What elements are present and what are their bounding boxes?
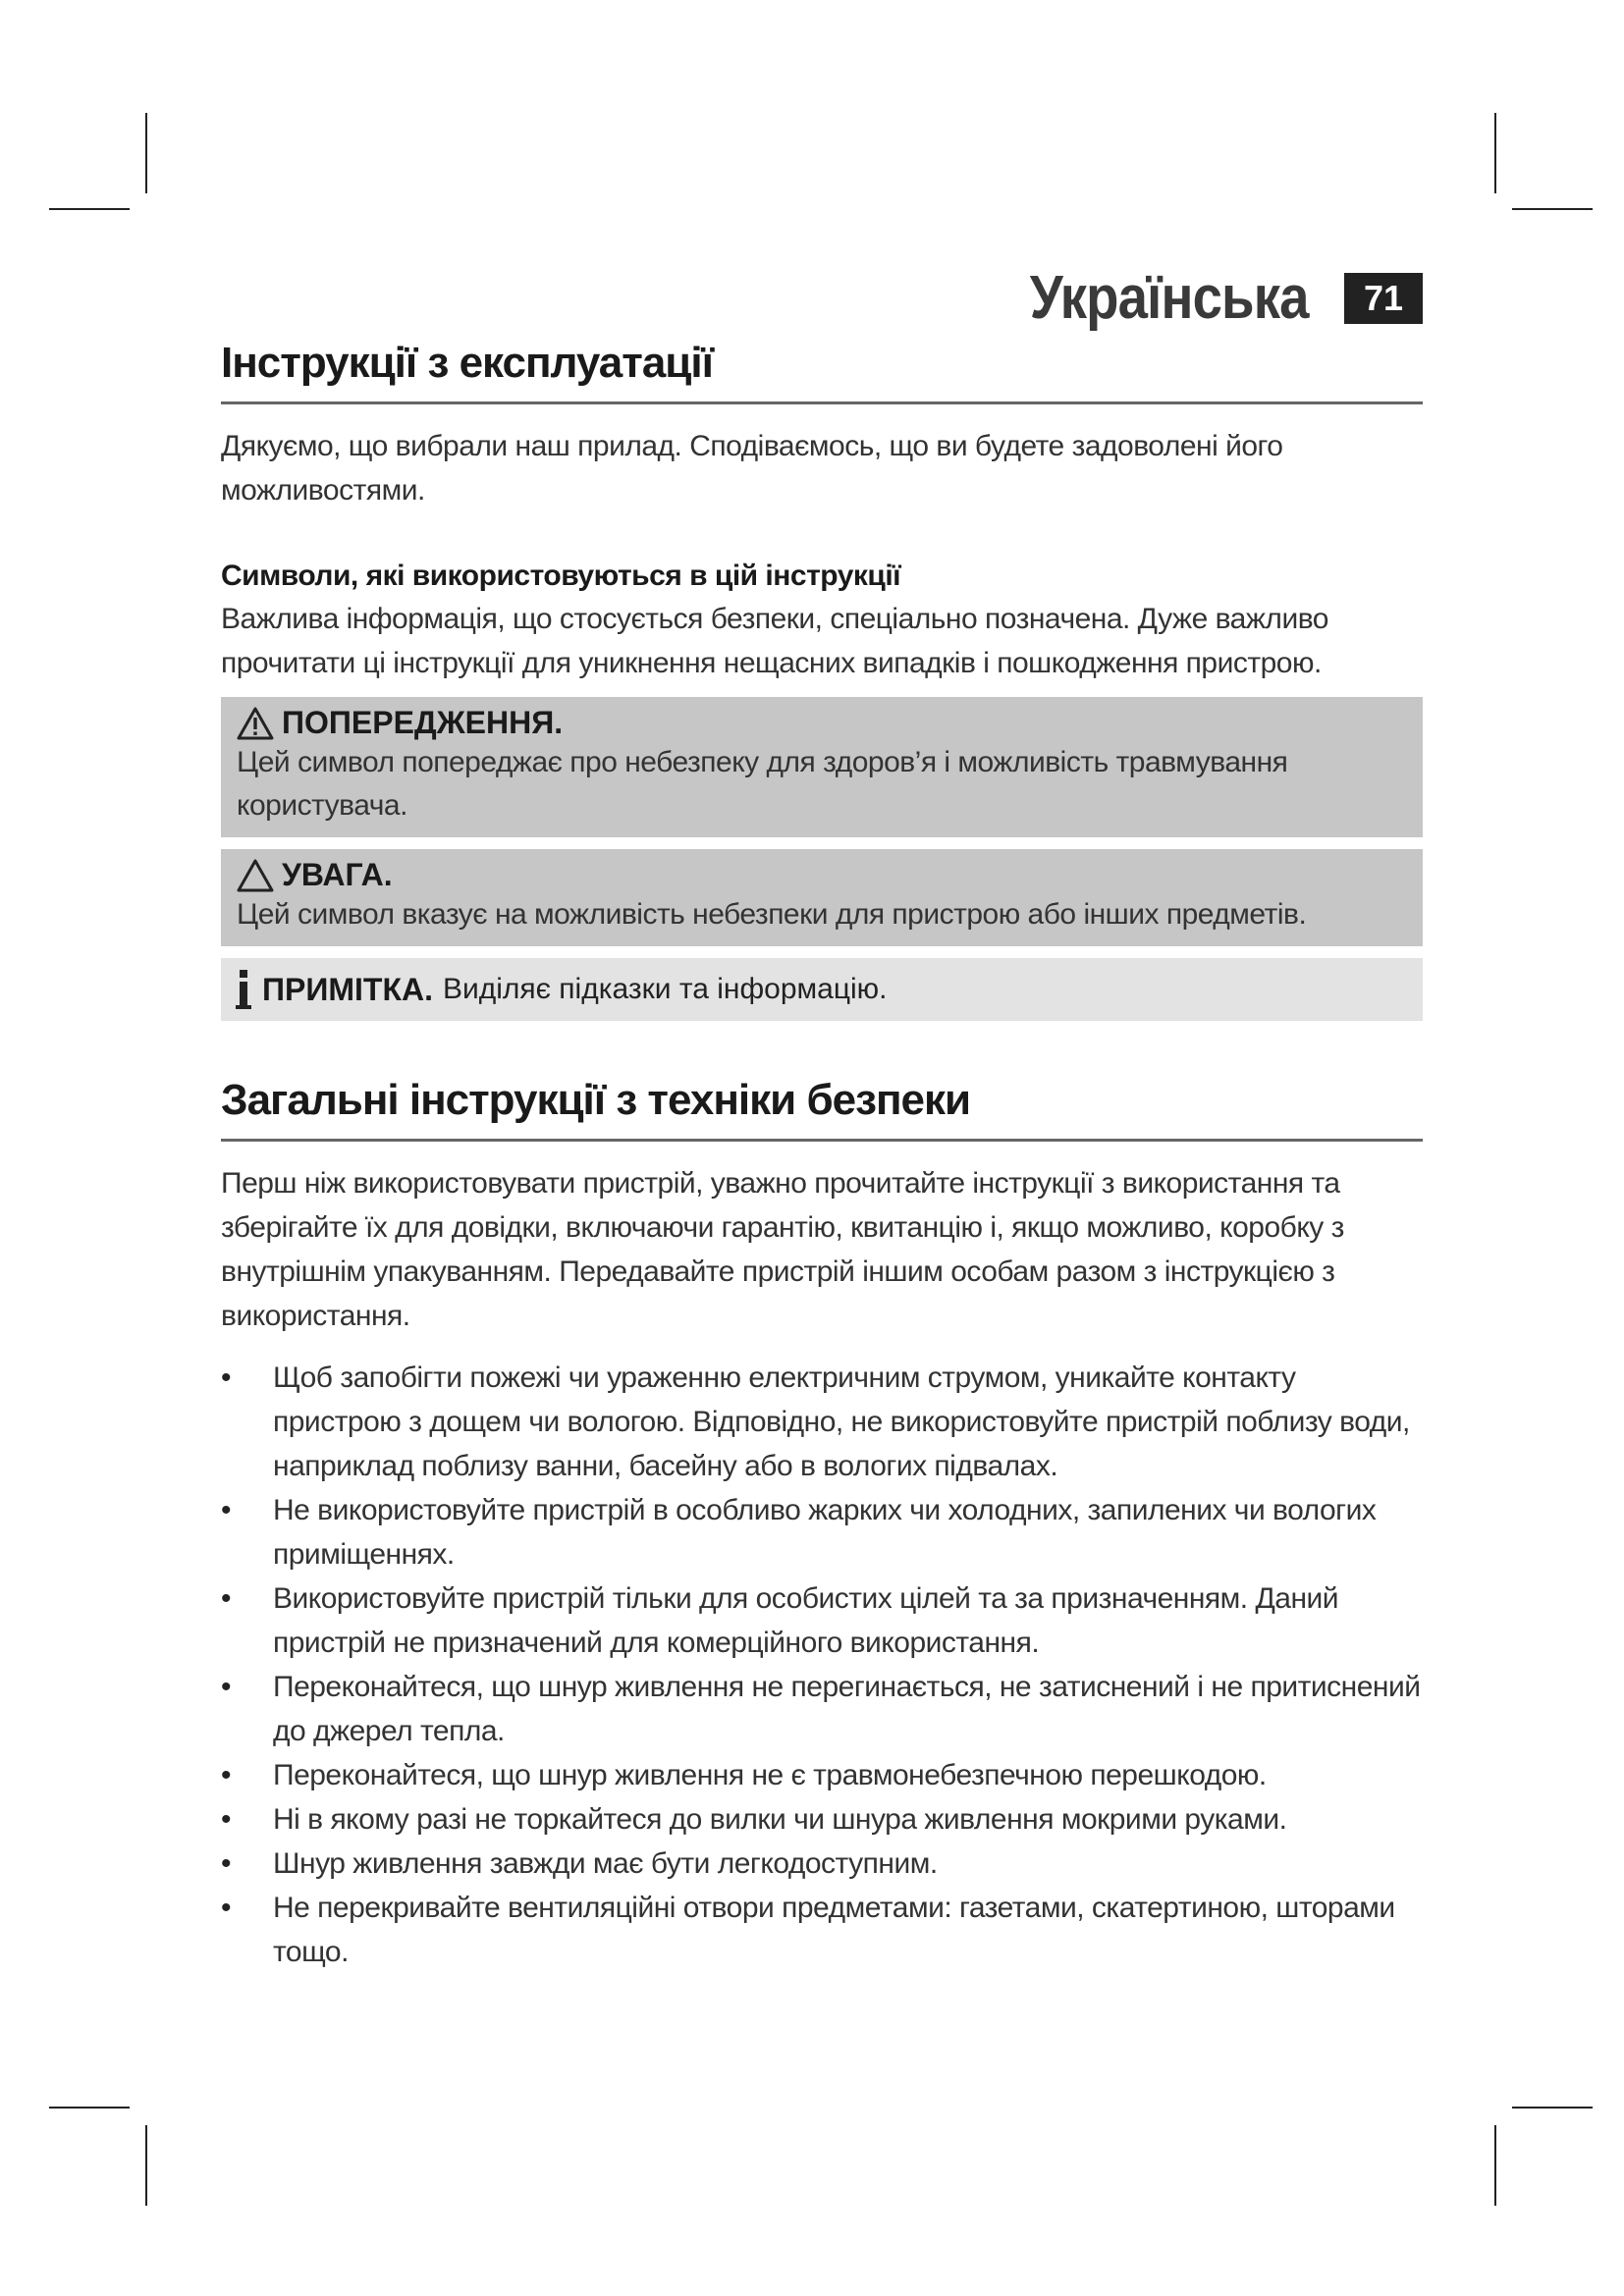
safety-bullet-text: Переконайтеся, що шнур живлення не є травмонебезпечною перешкодою. — [273, 1759, 1267, 1791]
crop-mark — [145, 113, 147, 193]
crop-mark — [49, 2107, 130, 2109]
crop-mark — [1512, 2107, 1593, 2109]
safety-section — [221, 1076, 1423, 1974]
crop-mark — [49, 208, 130, 210]
safety-bullet-list — [221, 1356, 1423, 1974]
safety-bullet — [221, 1886, 1423, 1974]
crop-mark — [1512, 208, 1593, 210]
warning-label: ПОПЕРЕДЖЕННЯ. — [282, 705, 564, 740]
bullet-marker: • — [221, 1494, 232, 1526]
page-header — [992, 263, 1423, 333]
safety-bullet-text: Шнур живлення завжди має бути легкодоступним. — [273, 1847, 938, 1880]
bullet-marker: • — [221, 1803, 232, 1836]
crop-mark — [1494, 113, 1496, 193]
safety-bullet-text: Використовуйте пристрій тільки для особистих цілей та за призначенням. Даний пристрій не призначений для комерційного використання. — [273, 1582, 1339, 1659]
bullet-marker: • — [221, 1847, 232, 1880]
caution-header — [237, 857, 1409, 893]
warning-triangle-icon — [237, 707, 274, 740]
bullet-marker: • — [221, 1362, 232, 1394]
symbols-paragraph: Важлива інформація, що стосується безпеки, спеціально позначена. Дуже важливо прочитати ці інструкції для уникнення нещасних випадків і пошкодження пристрою. — [221, 603, 1328, 679]
crop-mark — [145, 2125, 147, 2206]
info-icon — [235, 968, 252, 1011]
intro-paragraph: Дякуємо, що вибрали наш прилад. Сподіваємось, що ви будете задоволені його можливостями. — [221, 430, 1283, 507]
note-label: ПРИМІТКА. — [262, 971, 433, 1007]
bullet-marker: • — [221, 1671, 232, 1703]
warning-box — [221, 697, 1423, 837]
safety-bullet-text: Не перекривайте вентиляційні отвори предметами: газетами, скатертиною, шторами тощо. — [273, 1892, 1395, 1968]
page-number: 71 — [1344, 273, 1423, 324]
note-box — [221, 958, 1423, 1021]
note-line — [235, 968, 1409, 1011]
safety-bullet — [221, 1797, 1423, 1842]
symbols-heading: Символи, які використовуються в цій інструкції — [221, 560, 901, 592]
safety-bullet — [221, 1665, 1423, 1753]
caution-label: УВАГА. — [282, 857, 393, 892]
bullet-marker: • — [221, 1759, 232, 1791]
caution-triangle-icon — [237, 859, 274, 892]
note-text: Виділяє підказки та інформацію. — [442, 973, 888, 1005]
section-title-instructions: Інструкції з експлуатації — [221, 339, 1423, 404]
safety-bullet-text: Щоб запобігти пожежі чи ураженню електричним струмом, уникайте контакту пристрою з дощем чи вологою. Відповідно, не використовуйте пристрій поблизу води, наприклад поблизу ванни, басейну або в вологих підвалах. — [273, 1362, 1410, 1482]
warning-header — [237, 705, 1409, 741]
bullet-marker: • — [221, 1582, 232, 1615]
section-title-safety: Загальні інструкції з техніки безпеки — [221, 1076, 1423, 1142]
safety-bullet-text: Переконайтеся, що шнур живлення не перегинається, не затиснений і не притиснений до джерел тепла. — [273, 1671, 1421, 1747]
safety-bullet — [221, 1356, 1423, 1488]
warning-text: Цей символ попереджає про небезпеку для здоров’я і можливість травмування користувача. — [237, 746, 1288, 822]
caution-text: Цей символ вказує на можливість небезпеки для пристрою або інших предметів. — [237, 898, 1307, 931]
language-title: Українська — [1030, 264, 1309, 332]
safety-intro-paragraph: Перш ніж використовувати пристрій, уважно прочитайте інструкції з використання та зберігайте їх для довідки, включаючи гарантію, квитанцію і, якщо можливо, коробку з внутрішнім упакуванням. Передавайте пристрій іншим особам разом з інструкцією з використання. — [221, 1167, 1344, 1332]
safety-bullet-text: Не використовуйте пристрій в особливо жарких чи холодних, запилених чи вологих приміщеннях. — [273, 1494, 1377, 1571]
safety-bullet-text: Ні в якому разі не торкайтеся до вилки чи шнура живлення мокрими руками. — [273, 1803, 1287, 1836]
page-content — [221, 339, 1423, 1974]
safety-bullet — [221, 1576, 1423, 1665]
crop-mark — [1494, 2125, 1496, 2206]
bullet-marker: • — [221, 1892, 232, 1924]
safety-bullet — [221, 1842, 1423, 1886]
safety-bullet — [221, 1753, 1423, 1797]
safety-bullet — [221, 1488, 1423, 1576]
caution-box — [221, 849, 1423, 946]
